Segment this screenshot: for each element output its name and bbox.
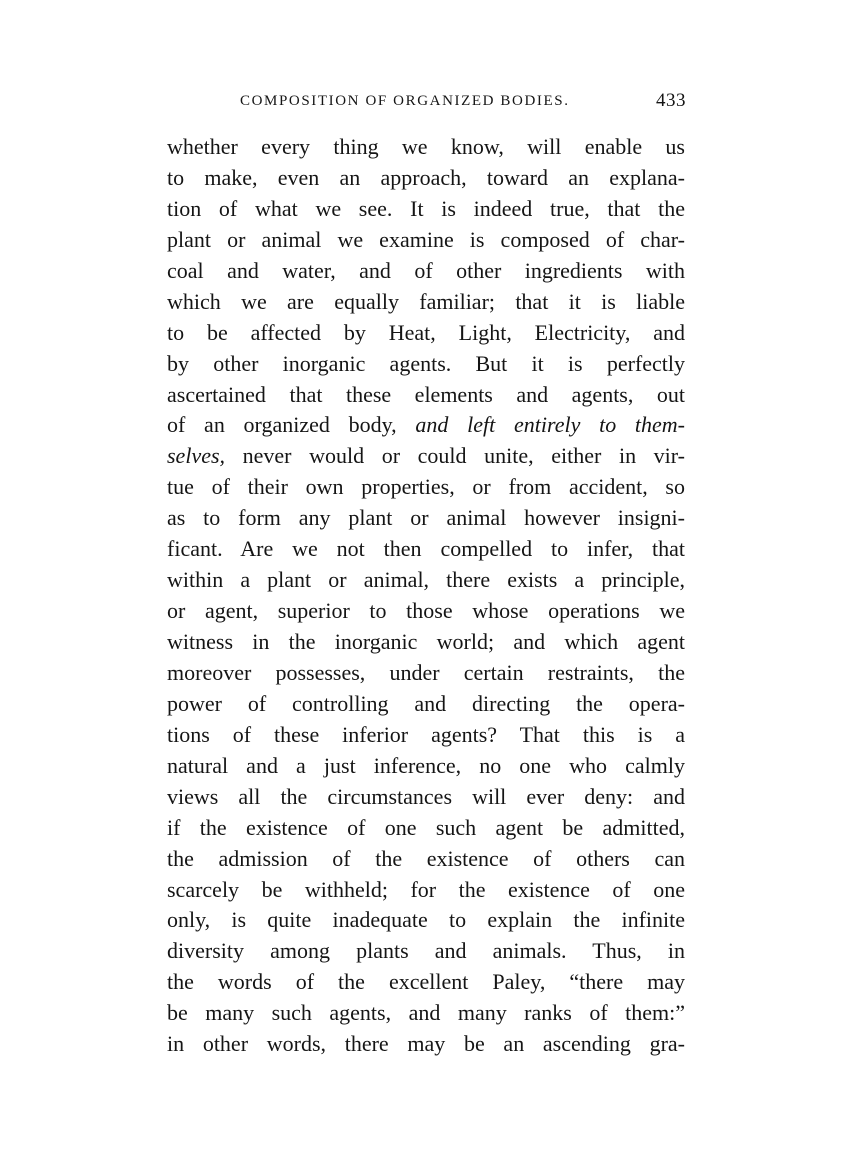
text-line: ascertained that these elements and agents, out: [167, 381, 685, 407]
text-line: be many such agents, and many ranks of them:”: [167, 1000, 685, 1026]
text-line: to make, even an approach, toward an explana-: [167, 164, 685, 190]
text-line: the words of the excellent Paley, “there may: [167, 969, 685, 995]
text-line: as to form any plant or animal however insigni-: [167, 505, 685, 531]
text-line: power of controlling and directing the opera-: [167, 690, 685, 716]
text-line: coal and water, and of other ingredients with: [167, 257, 685, 283]
text-line-with-italic: [167, 441, 685, 472]
text-segment: of an organized body,: [167, 412, 397, 438]
text-line: whether every thing we know, will enable us: [167, 134, 685, 159]
page-number: 433: [656, 90, 686, 111]
text-line: by other inorganic agents. But it is perfectly: [167, 350, 685, 376]
running-head: [240, 90, 686, 117]
italic-phrase: selves,: [167, 443, 226, 469]
text-line: tion of what we see. It is indeed true, that the: [167, 195, 685, 221]
italic-phrase: and left entirely to them-: [415, 412, 686, 438]
text-line: diversity among plants and animals. Thus, in: [167, 938, 685, 964]
text-line: to be affected by Heat, Light, Electricity, and: [167, 319, 685, 345]
text-line: or agent, superior to those whose operations we: [167, 598, 685, 624]
text-line: if the existence of one such agent be admitted,: [167, 814, 685, 840]
text-line: natural and a just inference, no one who calmly: [167, 752, 685, 778]
text-line: ficant. Are we not then compelled to infer, that: [167, 536, 685, 562]
text-line: plant or animal we examine is composed of char-: [167, 226, 685, 252]
text-line: witness in the inorganic world; and which agent: [167, 629, 685, 654]
text-line: which we are equally familiar; that it is liable: [167, 288, 685, 314]
text-line: moreover possesses, under certain restraints, the: [167, 659, 685, 685]
text-line: in other words, there may be an ascending gra-: [167, 1031, 685, 1057]
text-line: tue of their own properties, or from accident, so: [167, 474, 685, 500]
text-line: the admission of the existence of others can: [167, 845, 685, 871]
text-line-with-italic: [167, 410, 685, 441]
text-line: tions of these inferior agents? That this is a: [167, 721, 685, 747]
text-segment: never would or could unite, either in vir-: [242, 443, 685, 469]
text-line: within a plant or animal, there exists a principle,: [167, 567, 685, 593]
text-line: scarcely be withheld; for the existence of one: [167, 876, 685, 902]
running-title: COMPOSITION OF ORGANIZED BODIES.: [240, 93, 570, 109]
body-text: [167, 132, 685, 1060]
text-line: views all the circumstances will ever deny: and: [167, 783, 685, 809]
text-line: only, is quite inadequate to explain the infinite: [167, 907, 685, 933]
